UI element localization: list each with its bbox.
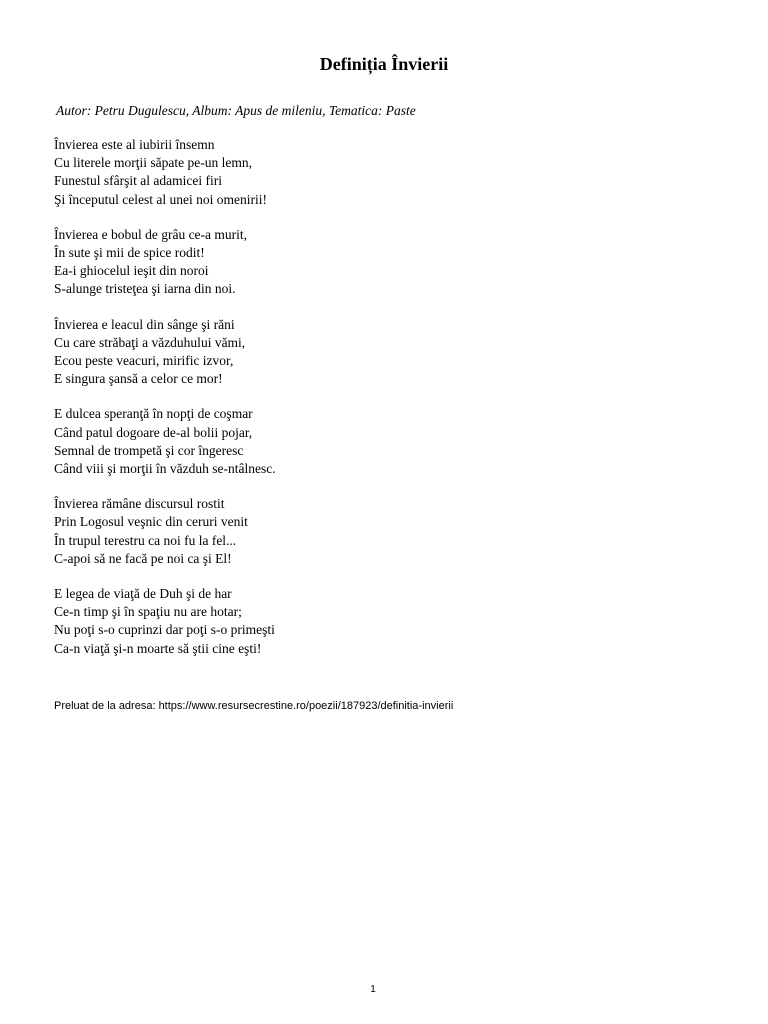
stanza-4: [54, 405, 276, 478]
author-meta: Autor: Petru Dugulescu, Album: Apus de mileniu, Tematica: Paste: [56, 103, 416, 118]
poem-line: Învierea rămâne discursul rostit: [54, 496, 225, 512]
poem-line: Învierea este al iubirii însemn: [54, 137, 215, 152]
poem-line: E singura şansă a celor ce mor!: [54, 371, 223, 387]
poem-line: Şi începutul celest al unei noi omenirii!: [54, 191, 267, 207]
source-note: Preluat de la adresa: https://www.resursecrestine.ro/poezii/187923/definitia-invierii: [54, 700, 454, 712]
poem-line: Cu care străbaţi a văzduhului vămi,: [54, 334, 246, 350]
stanza-5: [54, 495, 276, 568]
poem-line: Ce-n timp şi în spaţiu nu are hotar;: [54, 604, 242, 620]
poem-line: E legea de viaţă de Duh şi de har: [54, 586, 232, 602]
stanza-2: [54, 226, 276, 299]
poem-line: Prin Logosul veşnic din ceruri venit: [54, 514, 248, 530]
poem-line: Semnal de trompetă şi cor îngeresc: [54, 442, 244, 458]
poem-line: În trupul terestru ca noi fu la fel...: [54, 532, 237, 548]
poem-line: În sute şi mii de spice rodit!: [54, 245, 205, 261]
poem-line: Când viii şi morţii în văzduh se-ntâlnesc.: [54, 461, 276, 477]
poem-line: Ea-i ghiocelul ieşit din noroi: [54, 263, 209, 279]
stanza-6: [54, 585, 276, 658]
poem-line: Învierea e leacul din sânge şi răni: [54, 316, 235, 332]
poem-line: Funestul sfârşit al adamicei firi: [54, 173, 222, 189]
poem-line: Ecou peste veacuri, mirific izvor,: [54, 353, 234, 369]
stanza-1: [54, 136, 276, 209]
poem-line: Nu poţi s-o cuprinzi dar poţi s-o primeşti: [54, 622, 275, 638]
poem-body: [54, 136, 276, 675]
poem-line: Învierea e bobul de grâu ce-a murit,: [54, 226, 248, 242]
poem-line: Cu literele morţii săpate pe-un lemn,: [54, 155, 252, 171]
poem-line: Ca-n viaţă şi-n moarte să ştii cine eşti!: [54, 640, 262, 656]
poem-line: C-apoi să ne facă pe noi ca şi El!: [54, 550, 232, 566]
stanza-3: [54, 316, 276, 389]
poem-line: E dulcea speranţă în nopţi de coşmar: [54, 406, 253, 422]
poem-line: Când patul dogoare de-al bolii pojar,: [54, 424, 253, 440]
page-number: 1: [370, 984, 376, 995]
document-title: Definiția Învierii: [319, 54, 449, 74]
poem-line: S-alunge tristeţea şi iarna din noi.: [54, 281, 236, 297]
